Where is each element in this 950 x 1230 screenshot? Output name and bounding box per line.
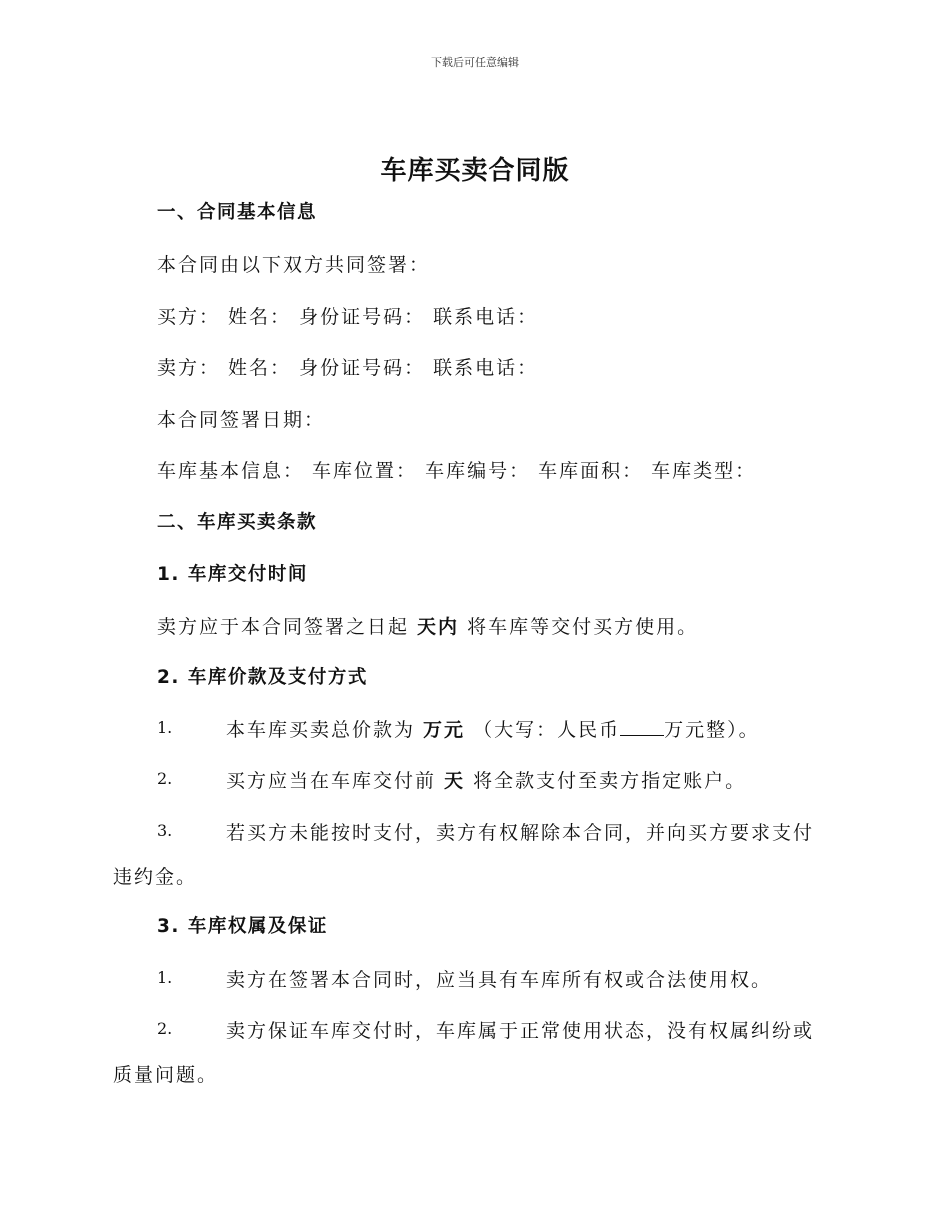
item-2-2-text: [226, 766, 746, 793]
signing-date-line: 本合同签署日期：: [157, 409, 326, 431]
garage-info-line: 车库基本信息： 车库位置： 车库编号： 车库面积： 车库类型：: [157, 460, 757, 482]
clause-1-text-a: 卖方应于本合同签署之日起: [157, 616, 418, 638]
clause-1-days: 天内: [417, 616, 460, 638]
clause-3-heading: 3. 车库权属及保证: [157, 916, 328, 937]
item-3-1-text: 卖方在签署本合同时，应当具有车库所有权或合法使用权。: [226, 969, 773, 991]
clause-1-text: [157, 612, 698, 639]
item-3-2-text: 卖方保证车库交付时，车库属于正常使用状态，没有权属纠纷或: [226, 1020, 815, 1042]
item-2-2-b: 将全款支付至卖方指定账户。: [465, 770, 747, 792]
buyer-line: 买方： 姓名： 身份证号码： 联系电话：: [157, 306, 539, 328]
item-2-2-number: 2.: [157, 769, 173, 788]
item-2-1-text: [226, 715, 760, 742]
header-note: 下载后可任意编辑: [431, 56, 519, 69]
item-3-2-continuation: 质量问题。: [113, 1064, 219, 1086]
item-2-1-amount: 万元: [423, 719, 466, 741]
item-2-1-c: 万元整）。: [664, 719, 760, 741]
clause-1-text-b: 将车库等交付买方使用。: [459, 616, 699, 638]
seller-line: 卖方： 姓名： 身份证号码： 联系电话：: [157, 357, 539, 379]
amount-blank: [620, 721, 664, 736]
clause-1-heading: 1. 车库交付时间: [157, 564, 308, 585]
item-2-1-b: （大写：人民币: [465, 719, 621, 741]
document-title: 车库买卖合同版: [380, 156, 570, 186]
item-2-1-number: 1.: [157, 718, 173, 737]
item-3-1-number: 1.: [157, 968, 173, 987]
item-2-1-a: 本车库买卖总价款为: [226, 719, 424, 741]
clause-2-heading: 2. 车库价款及支付方式: [157, 667, 368, 688]
item-3-2-number: 2.: [157, 1019, 173, 1038]
item-2-3-continuation: 违约金。: [113, 866, 198, 888]
intro-text: 本合同由以下双方共同签署：: [157, 254, 431, 276]
section-2-heading: 二、车库买卖条款: [157, 512, 318, 533]
item-2-3-number: 3.: [157, 821, 173, 840]
section-1-heading: 一、合同基本信息: [157, 202, 318, 223]
item-2-2-days: 天: [444, 770, 466, 792]
item-2-3-text: 若买方未能按时支付，卖方有权解除本合同，并向买方要求支付: [226, 822, 815, 844]
item-2-2-a: 买方应当在车库交付前: [226, 770, 445, 792]
